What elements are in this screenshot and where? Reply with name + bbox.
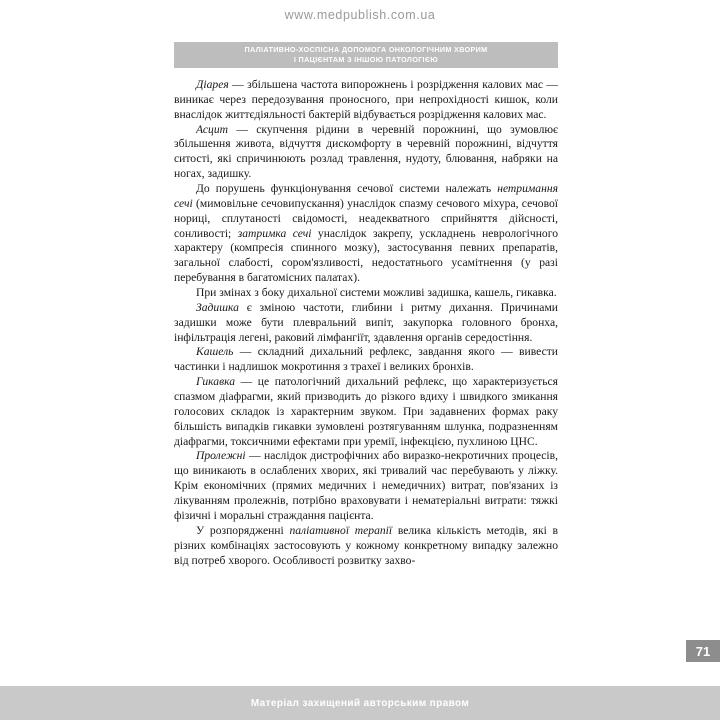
- paragraph-diarrhea: [174, 78, 558, 123]
- paragraph-urinary: [174, 182, 558, 286]
- paragraph-ascites-text: — скупчення рідини в черевній порожнині, що зумовлює збільшення живота, відчуття дискомфорту в черевній порожнині, відчуття ситості, які спричинюють розлад травлення, нудоту, блювання, набряки на ногах, задишку.: [174, 122, 558, 181]
- page-number: 71: [686, 640, 720, 662]
- term-urinary-retention: затримка сечі: [237, 226, 312, 240]
- running-header-line-2: І ПАЦІЄНТАМ З ІНШОЮ ПАТОЛОГІЄЮ: [293, 55, 439, 64]
- paragraph-bedsores-text: — наслідок дистрофічних або виразко-некротичних процесів, що виникають в ослаблених хворих, які тривалий час перебувають у ліжку. Крім економічних (прямих медичних і немедичних) витрат, пов'язаних із лікуванням пролежнів, потрібно враховувати і нематеріальні витрати: тяжкі фізичні і моральні страждання пацієнта.: [174, 449, 558, 522]
- paragraph-urinary-part-1: До порушень функціонування сечової системи належать: [196, 182, 498, 196]
- paragraph-diarrhea-text: — збільшена частота випорожнень і розрідження калових мас — виникає через передозування проносного, при непрохідності кишок, коли внаслідок життєдіяльності бактерій відбувається розрідження калових мас.: [174, 78, 558, 121]
- term-ascites: Асцит: [196, 122, 229, 136]
- running-header: [174, 42, 558, 68]
- term-hiccup: Гикавка: [196, 375, 236, 389]
- paragraph-hiccup: [174, 375, 558, 449]
- term-dyspnea: Задишка: [196, 300, 239, 314]
- paragraph-dyspnea-text: є зміною частоти, глибини і ритму дихання. Причинами задишки може бути плевральний випіт, закупорка головного бронха, інфільтрація легені, раковий лімфангіїт, здавлення органів середостіння.: [174, 300, 558, 344]
- paragraph-cough: [174, 345, 558, 375]
- paragraph-hiccup-text: — це патологічний дихальний рефлекс, що характеризується спазмом діафрагми, який призводить до різкого вдиху і швидкого змикання голосових складок із характерним звуком. При задавнених формах раку більшість випадків гикавки зумовлені розтягуванням шлунка, подразненням діафрагми, токсичними ефектами при уремії, інфекцією, пухлиною ЦНС.: [174, 375, 558, 448]
- paragraph-palliative-part-1: У розпорядженні: [196, 523, 290, 537]
- paragraph-urinary-part-3: унаслідок закрепу, ускладнень неврологічного характеру (компресія спинного мозку), застосування певних препаратів, загальної слабості, сором'язливості, недостатнього усамітнення (у разі перебування в багатомісних палатах).: [174, 226, 558, 285]
- term-cough: Кашель: [196, 345, 234, 359]
- term-urinary-incontinence: нетримання сечі: [174, 182, 558, 210]
- paragraph-bedsores: [174, 449, 558, 523]
- paragraph-palliative-methods: [174, 524, 558, 569]
- copyright-footer: Матеріал захищений авторським правом: [0, 686, 720, 720]
- term-bedsores: Пролежні: [196, 449, 246, 463]
- paragraph-urinary-part-2: (мимовільне сечовипускання) унаслідок спазму сечового міхура, сечової нориці, сплутаності свідомості, неадекватного сприйняття дійсності, сонливості;: [174, 196, 558, 240]
- paragraph-respiratory-intro: При змінах з боку дихальної системи можливі задишка, кашель, гикавка.: [196, 286, 557, 300]
- term-palliative-therapy: паліативної терапії: [289, 523, 393, 537]
- paragraph-dyspnea: [174, 301, 558, 346]
- term-diarrhea: Діарея: [196, 78, 229, 91]
- body-text: [174, 78, 558, 678]
- paragraph-palliative-part-2: велика кількість методів, які в різних комбінаціях застосовують у кожному конкретному випадку залежно від потреб хворого. Особливості розвитку захво-: [174, 523, 559, 567]
- watermark-top: www.medpublish.com.ua: [284, 8, 436, 22]
- paragraph-ascites: [174, 123, 558, 182]
- running-header-line-1: ПАЛІАТИВНО-ХОСПІСНА ДОПОМОГА ОНКОЛОГІЧНИМ ХВОРИМ: [244, 44, 488, 54]
- paragraph-cough-text: — складний дихальний рефлекс, завдання якого — вивести частинки і надлишок мокротиння з трахеї і великих бронхів.: [174, 345, 558, 374]
